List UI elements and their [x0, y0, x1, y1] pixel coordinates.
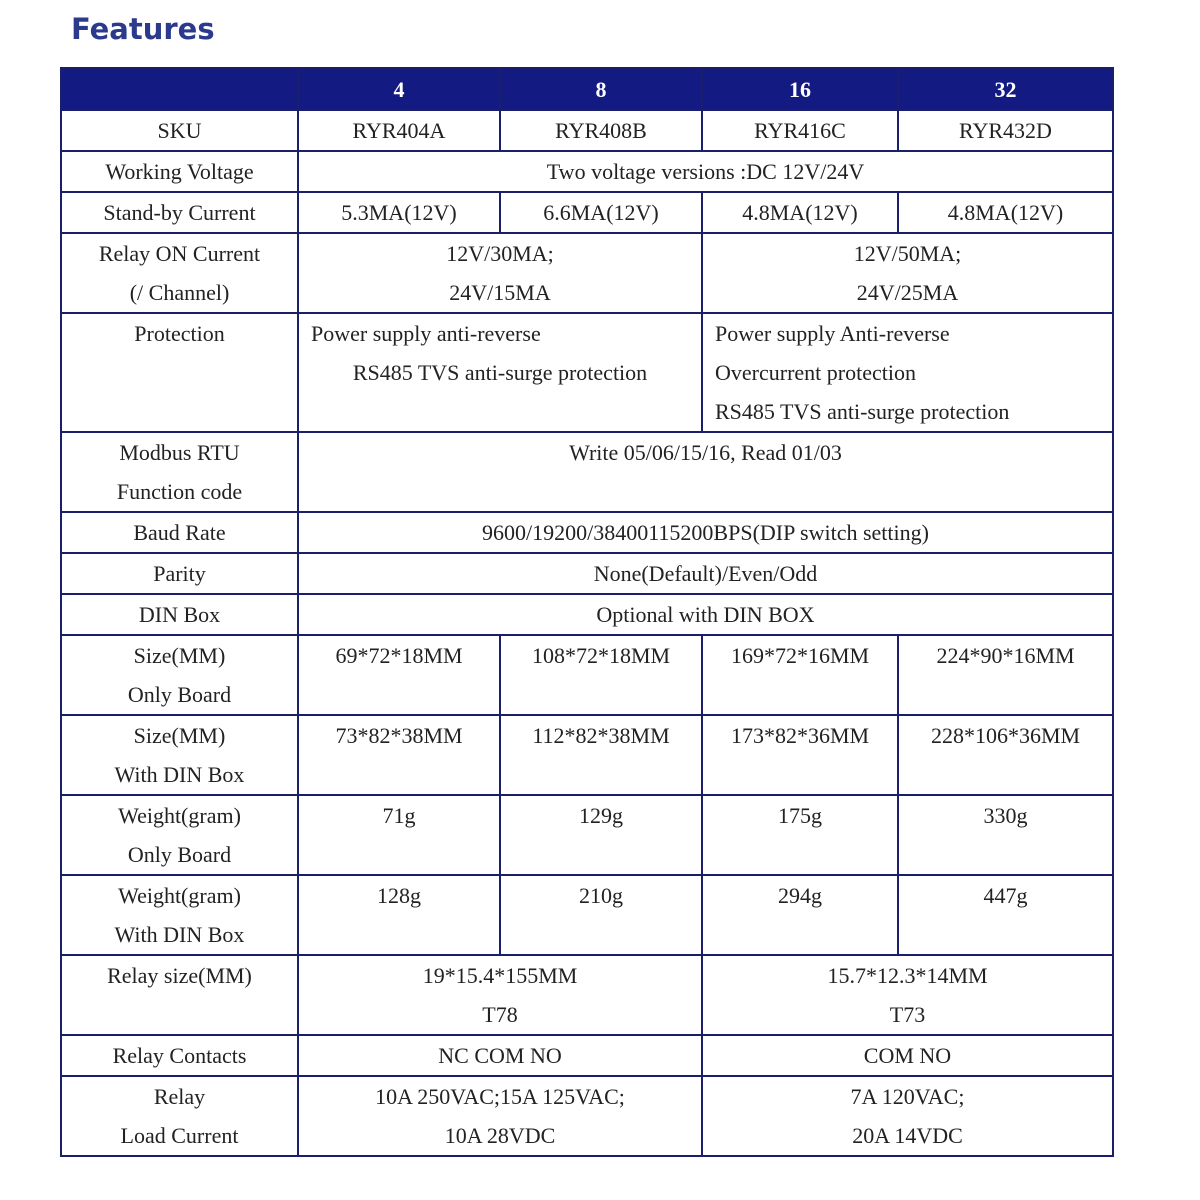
- label-line: Function code: [116, 479, 243, 504]
- table-row: [61, 110, 1113, 151]
- row-label: Protection: [61, 313, 298, 432]
- row-label: [61, 1076, 298, 1156]
- table-cell: [298, 233, 702, 313]
- label-line: With DIN Box: [114, 922, 245, 947]
- row-label: Stand-by Current: [61, 192, 298, 233]
- table-cell: 9600/19200/38400115200BPS(DIP switch setting): [298, 512, 1113, 553]
- header-cell: 4: [298, 68, 500, 110]
- label-line: Weight(gram): [118, 883, 241, 908]
- label-line: Modbus RTU: [119, 440, 240, 465]
- cell-line: RS485 TVS anti-surge protection: [715, 399, 1010, 424]
- table-cell: None(Default)/Even/Odd: [298, 553, 1113, 594]
- table-cell: 5.3MA(12V): [298, 192, 500, 233]
- table-cell: 224*90*16MM: [898, 635, 1113, 715]
- table-cell: 128g: [298, 875, 500, 955]
- cell-line: 12V/30MA;: [446, 241, 554, 266]
- label-line: Relay ON Current: [98, 241, 261, 266]
- label-line: Load Current: [120, 1123, 239, 1148]
- cell-line: 12V/50MA;: [853, 241, 962, 266]
- table-cell: RYR432D: [898, 110, 1113, 151]
- cell-line: 24V/25MA: [856, 280, 959, 305]
- table-cell: [702, 955, 1113, 1035]
- cell-line: Overcurrent protection: [715, 360, 916, 385]
- label-line: Weight(gram): [118, 803, 241, 828]
- label-line: Relay: [153, 1084, 206, 1109]
- table-cell: 129g: [500, 795, 702, 875]
- table-cell: [298, 955, 702, 1035]
- table-cell: 330g: [898, 795, 1113, 875]
- table-cell: RYR408B: [500, 110, 702, 151]
- table-cell: [702, 1076, 1113, 1156]
- row-label: Relay size(MM): [61, 955, 298, 1035]
- table-cell: 169*72*16MM: [702, 635, 898, 715]
- table-cell: 228*106*36MM: [898, 715, 1113, 795]
- table-cell: NC COM NO: [298, 1035, 702, 1076]
- row-label: [61, 432, 298, 512]
- row-label: SKU: [61, 110, 298, 151]
- cell-line: Power supply anti-reverse: [311, 321, 541, 346]
- table-cell: Optional with DIN BOX: [298, 594, 1113, 635]
- cell-line: 15.7*12.3*14MM: [827, 963, 988, 988]
- row-label: [61, 715, 298, 795]
- table-cell: 294g: [702, 875, 898, 955]
- table-row: [61, 313, 1113, 432]
- cell-line: T73: [889, 1002, 926, 1027]
- table-row: [61, 512, 1113, 553]
- table-cell: 447g: [898, 875, 1113, 955]
- row-label: Baud Rate: [61, 512, 298, 553]
- table-cell: RYR416C: [702, 110, 898, 151]
- table-row: [61, 594, 1113, 635]
- cell-line: RS485 TVS anti-surge protection: [352, 360, 648, 385]
- table-cell: 73*82*38MM: [298, 715, 500, 795]
- table-cell: 69*72*18MM: [298, 635, 500, 715]
- table-cell: 175g: [702, 795, 898, 875]
- table-cell: 210g: [500, 875, 702, 955]
- table-cell: 6.6MA(12V): [500, 192, 702, 233]
- table-row: [61, 1035, 1113, 1076]
- table-cell: 112*82*38MM: [500, 715, 702, 795]
- cell-line: 19*15.4*155MM: [422, 963, 578, 988]
- cell-line: 10A 250VAC;15A 125VAC;: [375, 1084, 625, 1109]
- table-cell: [702, 313, 1113, 432]
- label-line: Size(MM): [133, 723, 226, 748]
- table-row: [61, 715, 1113, 795]
- header-cell: [61, 68, 298, 110]
- table-row: [61, 795, 1113, 875]
- table-cell: [298, 1076, 702, 1156]
- table-row: [61, 635, 1113, 715]
- table-cell: 4.8MA(12V): [898, 192, 1113, 233]
- table-row: [61, 151, 1113, 192]
- table-cell: RYR404A: [298, 110, 500, 151]
- row-label: Relay Contacts: [61, 1035, 298, 1076]
- row-label: [61, 233, 298, 313]
- table-cell: Two voltage versions :DC 12V/24V: [298, 151, 1113, 192]
- label-line: (/ Channel): [129, 280, 230, 305]
- header-cell: 32: [898, 68, 1113, 110]
- table-cell: [702, 233, 1113, 313]
- table-row: [61, 1076, 1113, 1156]
- cell-line: 7A 120VAC;: [850, 1084, 965, 1109]
- row-label: [61, 635, 298, 715]
- label-line: Size(MM): [133, 643, 226, 668]
- cell-line: 10A 28VDC: [444, 1123, 556, 1148]
- row-label: [61, 875, 298, 955]
- header-cell: 8: [500, 68, 702, 110]
- table-cell: [298, 313, 702, 432]
- page-title: Features: [71, 12, 215, 46]
- row-label: Parity: [61, 553, 298, 594]
- table-cell: 71g: [298, 795, 500, 875]
- table-cell: COM NO: [702, 1035, 1113, 1076]
- table-cell: 173*82*36MM: [702, 715, 898, 795]
- table-cell: Write 05/06/15/16, Read 01/03: [298, 432, 1113, 512]
- row-label: [61, 795, 298, 875]
- cell-line: 20A 14VDC: [852, 1123, 963, 1148]
- table-row: [61, 233, 1113, 313]
- table-row: [61, 955, 1113, 1035]
- row-label: DIN Box: [61, 594, 298, 635]
- label-line: With DIN Box: [114, 762, 245, 787]
- cell-line: T78: [482, 1002, 518, 1027]
- table-row: [61, 432, 1113, 512]
- header-cell: 16: [702, 68, 898, 110]
- table-row: [61, 192, 1113, 233]
- label-line: Only Board: [127, 842, 232, 867]
- cell-line: 24V/15MA: [449, 280, 551, 305]
- table-cell: 4.8MA(12V): [702, 192, 898, 233]
- table-cell: 108*72*18MM: [500, 635, 702, 715]
- header-row: [61, 68, 1113, 110]
- cell-line: Power supply Anti-reverse: [715, 321, 950, 346]
- table-row: [61, 553, 1113, 594]
- row-label: Working Voltage: [61, 151, 298, 192]
- label-line: Only Board: [127, 682, 232, 707]
- table-row: [61, 875, 1113, 955]
- features-table: [60, 67, 1114, 1157]
